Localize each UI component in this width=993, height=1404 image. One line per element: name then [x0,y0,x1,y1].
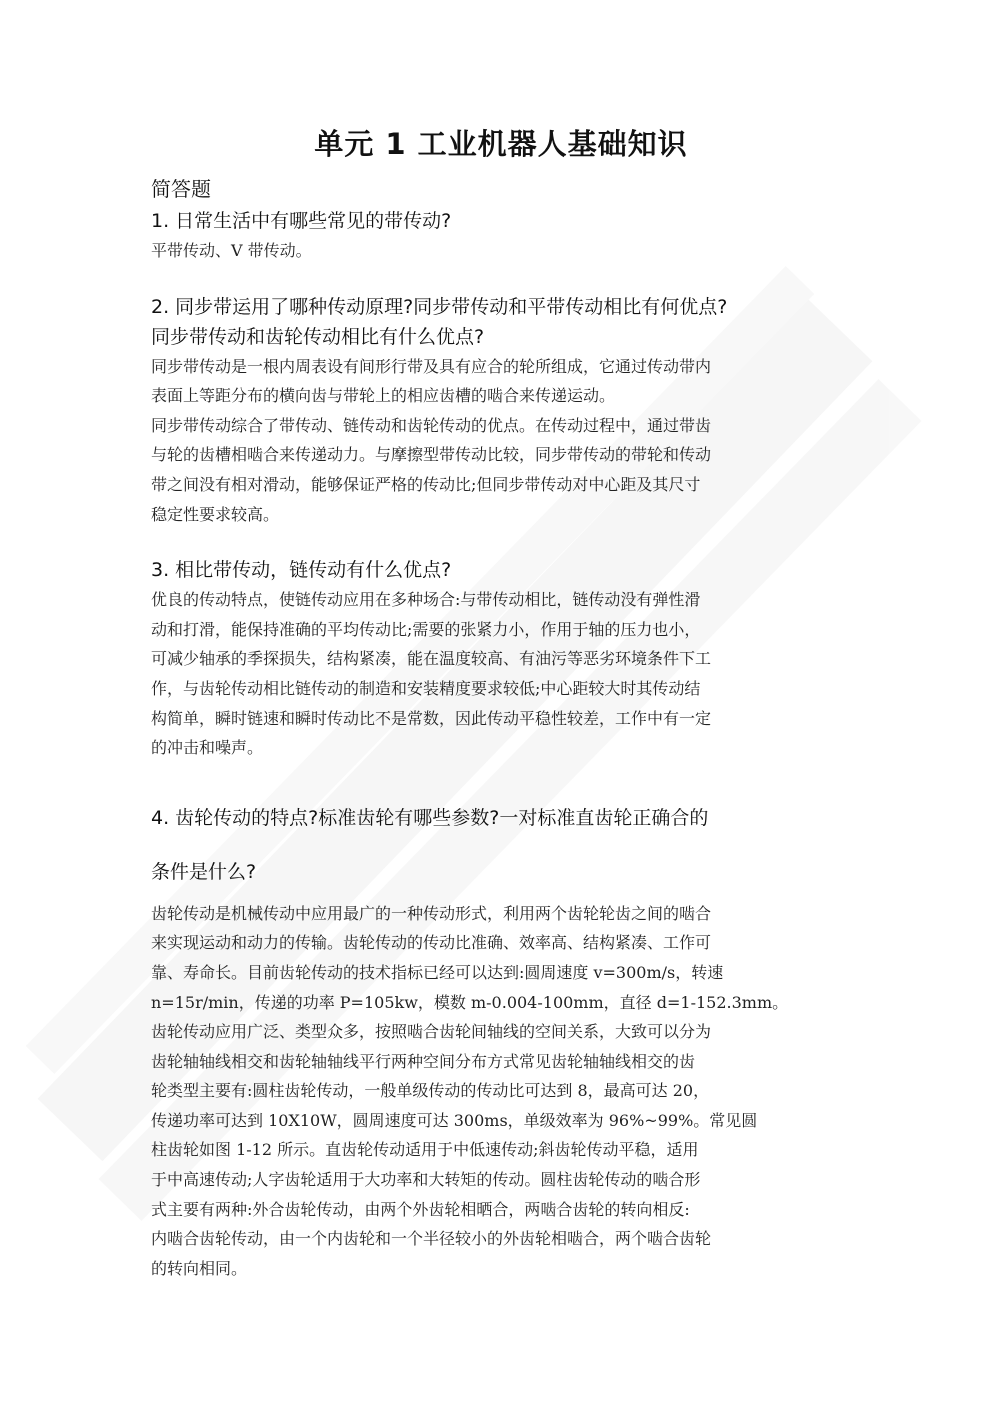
question-block-2 [151,292,851,530]
document-title: 单元 1 工业机器人基础知识 [314,127,688,161]
question-text: 4. 齿轮传动的特点?标准齿轮有哪些参数?一对标准直齿轮正确合的 [151,806,709,829]
answer-text: 构简单，瞬时链速和瞬时传动比不是常数，因此传动平稳性较差，工作中有一定 [151,708,712,728]
question-block-1 [151,206,851,266]
question-text: 条件是什么? [151,860,257,883]
answer-text: 于中高速传动;人字齿轮适用于大功率和大转矩的传动。圆柱齿轮传动的啮合形 [151,1170,701,1190]
answer-text: 同步带传动综合了带传动、链传动和齿轮传动的优点。在传动过程中，通过带齿 [151,415,712,435]
answer-text: 动和打滑，能保持准确的平均传动比;需要的张紧力小，作用于轴的压力也小， [151,619,701,639]
answer-text: 稳定性要求较高。 [151,504,280,524]
answer-text: 作，与齿轮传动相比链传动的制造和安装精度要求较低;中心距较大时其传动结 [151,678,701,698]
question-text: 3. 相比带传动，链传动有什么优点? [151,559,452,582]
answer-text: 同步带传动是一根内周表设有间形行带及具有应合的轮所组成，它通过传动带内 [151,356,712,376]
answer-text: 内啮合齿轮传动，由一个内齿轮和一个半径较小的外齿轮相啮合，两个啮合齿轮 [151,1229,712,1249]
answer-text: 靠、寿命长。目前齿轮传动的技术指标已经可以达到:圆周速度 v=300m/s，转速 [151,962,724,982]
answer-text: 来实现运动和动力的传输。齿轮传动的传动比准确、效率高、结构紧凑、工作可 [151,933,712,953]
answer-text: 式主要有两种:外合齿轮传动，由两个外齿轮相晒合，两啮合齿轮的转向相反: [151,1199,690,1219]
question-text: 1. 日常生活中有哪些常见的带传动? [151,210,452,232]
answer-text: 柱齿轮如图 1-12 所示。直齿轮传动适用于中低速传动;斜齿轮传动平稳，适用 [151,1140,699,1160]
answer-text: 传递功率可达到 10X10W，圆周速度可达 300ms，单级效率为 96%~99%。常见圆 [151,1110,758,1130]
answer-text: 轮类型主要有:圆柱齿轮传动，一般单级传动的传动比可达到 8，最高可达 20， [151,1081,710,1101]
answer-text: 的冲击和噪声。 [151,738,264,758]
question-text: 2. 同步带运用了哪种传动原理?同步带传动和平带传动相比有何优点? [151,295,728,318]
answer-text: 齿轮传动应用广泛、类型众多，按照啮合齿轮间轴线的空间关系，大致可以分为 [151,1022,712,1042]
answer-text: 带之间没有相对滑动，能够保证严格的传动比;但同步带传动对中心距及其尺寸 [151,474,701,494]
answer-text: 优良的传动特点，使链传动应用在多种场合:与带传动相比，链传动没有弹性滑 [151,590,701,610]
question-text: 同步带传动和齿轮传动相比有什么优点? [151,325,485,348]
answer-text: 齿轮轴轴线相交和齿轮轴轴线平行两种空间分布方式常见齿轮轴轴线相交的齿 [151,1051,696,1071]
answer-text: n=15r/min，传递的功率 P=105kw，模数 m-0.004-100mm，直径 d=1-152.3mm。 [151,992,789,1012]
section-label: 简答题 [151,177,211,201]
answer-text: 齿轮传动是机械传动中应用最广的一种传动形式，利用两个齿轮轮齿之间的啮合 [151,903,712,923]
answer-text: 平带传动、V 带传动。 [151,241,312,260]
answer-text: 的转向相同。 [151,1258,248,1278]
question-block-3 [151,555,851,763]
answer-text: 表面上等距分布的横向齿与带轮上的相应齿槽的啮合来传递运动。 [151,386,616,406]
answer-text: 可减少轴承的季探损失，结构紧凑，能在温度较高、有油污等恶劣环境条件下工 [151,649,712,669]
document-page [151,122,851,1283]
question-block-4 [151,803,851,1284]
answer-text: 与轮的齿槽相啮合来传递动力。与摩擦型带传动比较，同步带传动的带轮和传动 [151,445,712,465]
